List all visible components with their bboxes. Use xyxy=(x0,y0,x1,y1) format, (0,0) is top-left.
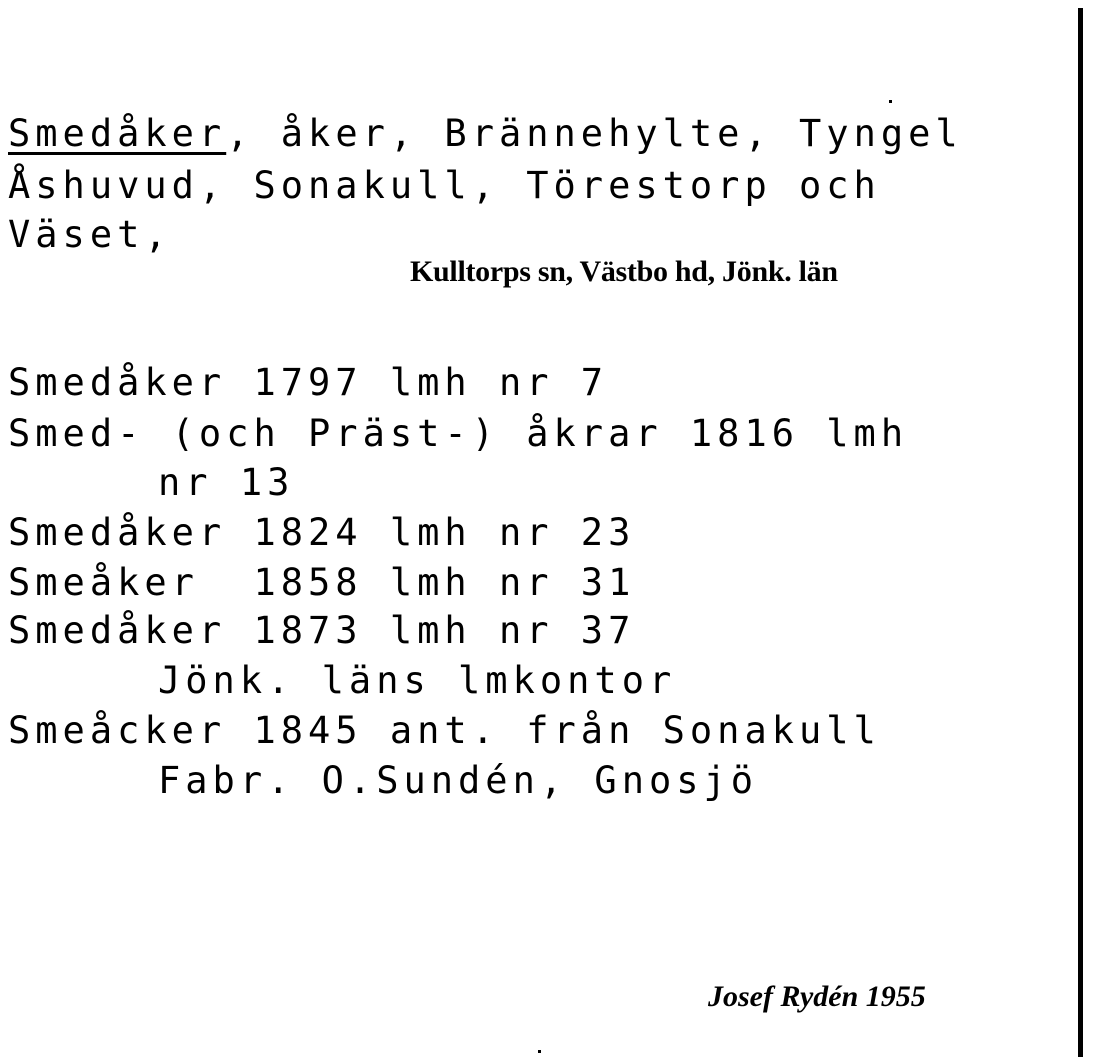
heading-line-3: Väset, xyxy=(8,213,172,256)
headword: Smedåker xyxy=(8,112,227,155)
entry-6: Smeåcker 1845 ant. från Sonakull xyxy=(8,709,881,752)
entry-6-source: Fabr. O.Sundén, Gnosjö xyxy=(158,759,759,802)
entry-3: Smedåker 1824 lmh nr 23 xyxy=(8,511,636,554)
signature: Josef Rydén 1955 xyxy=(708,980,926,1013)
entry-5: Smedåker 1873 lmh nr 37 xyxy=(8,609,636,652)
entry-2: Smed- (och Präst-) åkrar 1816 lmh xyxy=(8,412,909,455)
heading-line-1 xyxy=(8,113,963,155)
location-line: Kulltorps sn, Västbo hd, Jönk. län xyxy=(410,255,838,288)
entry-4: Smeåker 1858 lmh nr 31 xyxy=(8,561,636,604)
card-edge-line xyxy=(1078,8,1083,1057)
speck xyxy=(538,1050,541,1053)
speck xyxy=(889,100,892,103)
heading-line-1-rest: , åker, Brännehylte, Tyngel xyxy=(226,112,963,155)
heading-line-2: Åshuvud, Sonakull, Törestorp och xyxy=(8,164,881,207)
entry-1: Smedåker 1797 lmh nr 7 xyxy=(8,361,609,404)
entry-5-source: Jönk. läns lmkontor xyxy=(158,659,677,702)
entry-2-continuation: nr 13 xyxy=(158,461,295,504)
